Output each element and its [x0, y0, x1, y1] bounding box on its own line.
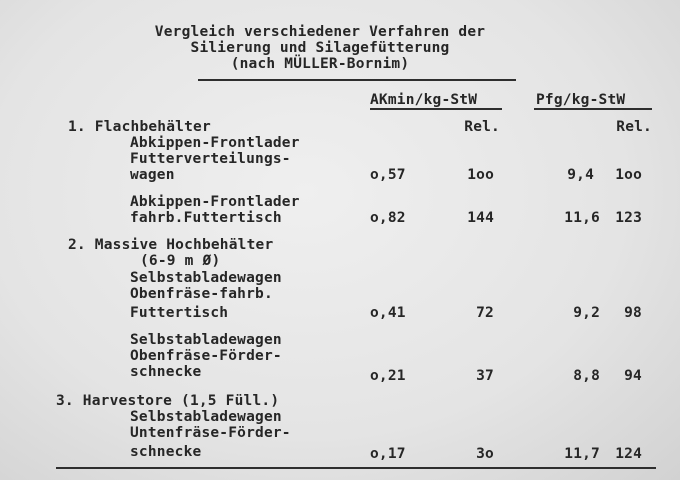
header-akmin: AKmin/kg-StW: [370, 92, 478, 108]
bottom-rule: [56, 467, 656, 469]
row-label-line: Untenfräse-Förder-: [130, 425, 291, 441]
cell-rel2: 1oo: [615, 167, 642, 183]
row-label-line: schnecke: [130, 444, 202, 460]
cell-rel2: 124: [615, 446, 642, 462]
row-label-line: Selbstabladewagen: [130, 270, 282, 286]
row-label-line: wagen: [130, 167, 175, 183]
cell-pfg: 11,6: [564, 210, 600, 226]
row-label-line: Selbstabladewagen: [130, 332, 282, 348]
title-line-2: Silierung und Silagefütterung: [190, 40, 450, 56]
group-label-1: 1. Flachbehälter: [68, 119, 211, 135]
cell-akmin: o,21: [370, 368, 406, 384]
group-label-2: 2. Massive Hochbehälter: [68, 237, 274, 253]
header-pfg: Pfg/kg-StW: [536, 92, 626, 108]
cell-akmin: o,41: [370, 305, 406, 321]
header-pfg-underline: [534, 108, 652, 110]
row-label-line: Obenfräse-fahrb.: [130, 286, 273, 302]
cell-rel1: 3o: [476, 446, 494, 462]
cell-pfg: 9,2: [573, 305, 600, 321]
row-label-line: Futtertisch: [130, 305, 229, 321]
cell-akmin: o,17: [370, 446, 406, 462]
cell-rel1: 144: [467, 210, 494, 226]
row-label-line: Selbstabladewagen: [130, 409, 282, 425]
row-label-line: Abkippen-Frontlader: [130, 135, 300, 151]
cell-pfg: 11,7: [564, 446, 600, 462]
title-line-3: (nach MÜLLER-Bornim): [230, 56, 410, 72]
rel-header-2: Rel.: [616, 119, 652, 135]
title-line-1: Vergleich verschiedener Verfahren der: [154, 24, 486, 40]
group-sublabel-2: (6-9 m Ø): [140, 253, 221, 269]
cell-rel2: 123: [615, 210, 642, 226]
cell-akmin: o,82: [370, 210, 406, 226]
group-label-3: 3. Harvestore (1,5 Füll.): [56, 393, 280, 409]
cell-pfg: 8,8: [573, 368, 600, 384]
cell-rel1: 1oo: [467, 167, 494, 183]
row-label-line: Abkippen-Frontlader: [130, 194, 300, 210]
cell-rel2: 94: [624, 368, 642, 384]
cell-rel1: 72: [476, 305, 494, 321]
row-label-line: fahrb.Futtertisch: [130, 210, 282, 226]
row-label-line: Obenfräse-Förder-: [130, 348, 282, 364]
row-label-line: schnecke: [130, 364, 202, 380]
row-label-line: Futterverteilungs-: [130, 151, 291, 167]
cell-rel2: 98: [624, 305, 642, 321]
cell-rel1: 37: [476, 368, 494, 384]
title-rule: [198, 79, 516, 81]
rel-header-1: Rel.: [464, 119, 500, 135]
cell-pfg: 9,4: [567, 167, 594, 183]
header-akmin-underline: [370, 108, 502, 110]
cell-akmin: o,57: [370, 167, 406, 183]
